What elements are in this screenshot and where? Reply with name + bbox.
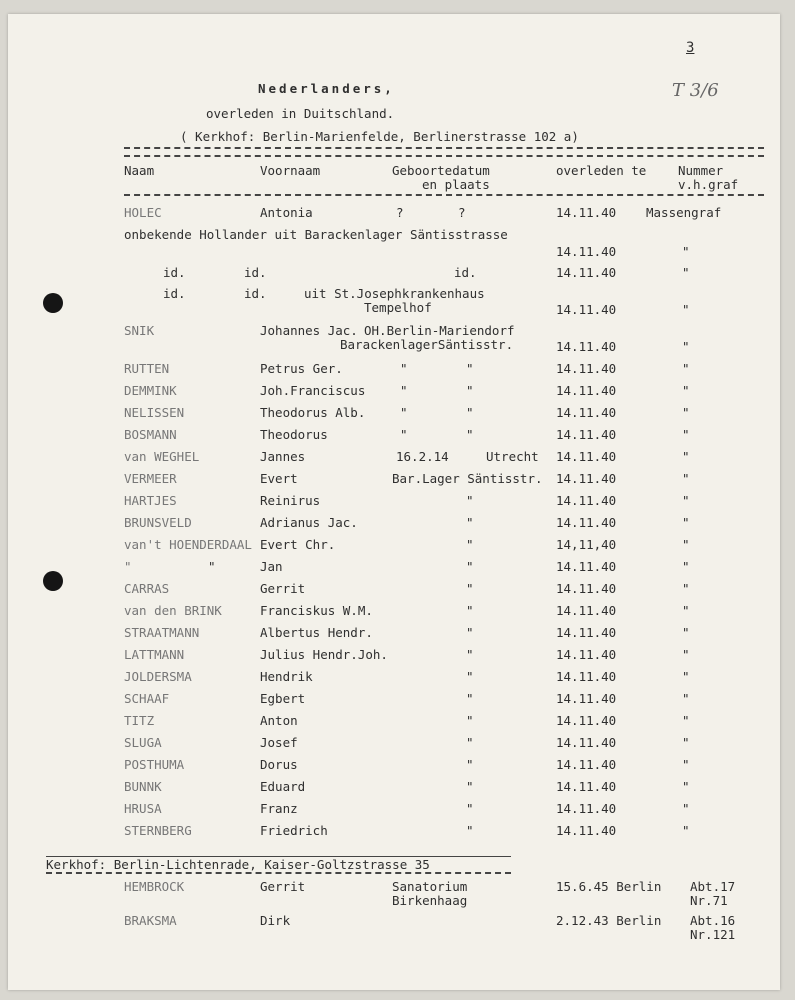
cell-plaats: " <box>466 801 474 816</box>
title-rule <box>124 147 764 149</box>
cell-voornaam: Evert <box>260 471 298 486</box>
cell-naam: van WEGHEL <box>124 449 200 464</box>
cell-overleden: 14.11.40 <box>556 449 617 464</box>
cell-plaats: " <box>466 537 474 552</box>
cell-overleden: 14.11.40 <box>556 801 617 816</box>
cell-overleden: 14.11.40 <box>556 779 617 794</box>
cell-plaats: " <box>466 493 474 508</box>
cell-graf: " <box>682 823 690 838</box>
cell-voornaam: Jan <box>260 559 283 574</box>
cell-graf: " <box>682 515 690 530</box>
cell-naam: HARTJES <box>124 493 177 508</box>
cell-overleden: 14.11.40 <box>556 515 617 530</box>
title-line1: Nederlanders, <box>258 81 395 96</box>
cell-graf: " <box>682 779 690 794</box>
cell-naam: SLUGA <box>124 735 162 750</box>
cell-overleden: 14.11.40 <box>556 603 617 618</box>
cell-graf: " <box>682 603 690 618</box>
cell-voornaam: Josef <box>260 735 298 750</box>
cell-overleden: 14.11.40 <box>556 427 617 442</box>
cell-naam: BOSMANN <box>124 427 177 442</box>
cell-naam: CARRAS <box>124 581 170 596</box>
cell-overleden: 14.11.40 <box>556 361 617 376</box>
cell-naam: LATTMANN <box>124 647 185 662</box>
cell-plaats: " <box>466 515 474 530</box>
cell-naam: TITZ <box>124 713 155 728</box>
cell-naam: JOLDERSMA <box>124 669 192 684</box>
section2-underline <box>46 872 511 874</box>
cell-plaats: " <box>466 823 474 838</box>
col-voornaam: Voornaam <box>260 163 321 178</box>
handwritten-stamp: T 3/6 <box>672 80 719 101</box>
cell-overleden: 14.11.40 <box>556 559 617 574</box>
cell-naam: STRAATMANN <box>124 625 200 640</box>
cell-naam: VERMEER <box>124 471 177 486</box>
cell-voornaam: Eduard <box>260 779 306 794</box>
cell-overleden: 14.11.40 <box>556 625 617 640</box>
header-rule <box>124 194 764 196</box>
cell-plaats: " <box>466 779 474 794</box>
cell-plaats: " <box>466 691 474 706</box>
cell-overleden: 14.11.40 <box>556 669 617 684</box>
cell-voornaam: Theodorus Alb. <box>260 405 366 420</box>
title-line2: overleden in Duitschland. <box>206 106 395 121</box>
cell-overleden: 14.11.40 <box>556 471 617 486</box>
cell-voornaam: Franz <box>260 801 298 816</box>
cell-voornaam: Evert Chr. <box>260 537 336 552</box>
cell-plaats: " <box>466 603 474 618</box>
cell-graf: " <box>682 493 690 508</box>
cell-plaats: " <box>466 647 474 662</box>
col-nummer-2: v.h.graf <box>678 177 739 192</box>
cell-plaats: " <box>466 361 474 376</box>
cell-graf: " <box>682 559 690 574</box>
cell-naam: van den BRINK <box>124 603 222 618</box>
cell-graf: " <box>682 383 690 398</box>
cell-naam: SCHAAF <box>124 691 170 706</box>
cell-plaats: Bar.Lager Säntisstr. <box>392 471 543 486</box>
cell-graf: " <box>682 647 690 662</box>
cell-voornaam: Hendrik <box>260 669 313 684</box>
cell-datum: " <box>400 427 408 442</box>
punch-hole-bottom <box>43 571 63 591</box>
cell-graf: " <box>682 625 690 640</box>
cell-naam: BUNNK <box>124 779 162 794</box>
cell-plaats: " <box>466 427 474 442</box>
cell-overleden: 14.11.40 <box>556 735 617 750</box>
cell-graf: " <box>682 537 690 552</box>
cell-voornaam: Adrianus Jac. <box>260 515 358 530</box>
cell-naam: RUTTEN <box>124 361 170 376</box>
cell-datum: " <box>400 361 408 376</box>
cell-voornaam: Jannes <box>260 449 306 464</box>
cell-voornaam: Friedrich <box>260 823 328 838</box>
cell-overleden: 14.11.40 <box>556 691 617 706</box>
cell-naam: van't HOENDERDAAL <box>124 537 252 552</box>
cell-plaats: " <box>466 669 474 684</box>
col-geboorte: Geboortedatum <box>392 163 490 178</box>
page-number: 3 <box>686 40 695 56</box>
cell-naam: POSTHUMA <box>124 757 185 772</box>
cell-plaats: " <box>466 405 474 420</box>
cell-plaats: " <box>466 757 474 772</box>
cell-voornaam: Dorus <box>260 757 298 772</box>
cell-datum: " <box>400 383 408 398</box>
cell-graf: " <box>682 735 690 750</box>
cell-overleden: 14,11,40 <box>556 537 617 552</box>
cell-overleden: 14.11.40 <box>556 383 617 398</box>
cell-voornaam: Theodorus <box>260 427 328 442</box>
cell-plaats: " <box>466 735 474 750</box>
cell-overleden: 14.11.40 <box>556 823 617 838</box>
col-overleden: overleden te <box>556 163 647 178</box>
cell-voornaam: Joh.Franciscus <box>260 383 366 398</box>
col-naam: Naam <box>124 163 155 178</box>
cell-naam: NELISSEN <box>124 405 185 420</box>
cell-graf: " <box>682 669 690 684</box>
cell-graf: " <box>682 471 690 486</box>
section2-heading: Kerkhof: Berlin-Lichtenrade, Kaiser-Goltzstrasse 35 <box>46 857 430 872</box>
cell-graf: " <box>682 691 690 706</box>
cell-graf: " <box>682 405 690 420</box>
cell-plaats: " <box>466 581 474 596</box>
cell-overleden: 14.11.40 <box>556 493 617 508</box>
cell-plaats: " <box>466 383 474 398</box>
cell-voornaam: Egbert <box>260 691 306 706</box>
cell-overleden: 14.11.40 <box>556 647 617 662</box>
cell-plaats: " <box>466 713 474 728</box>
cell-graf: " <box>682 361 690 376</box>
cell-overleden: 14.11.40 <box>556 713 617 728</box>
document-page: 3 T 3/6 Nederlanders, overleden in Duitschland. ( Kerkhof: Berlin-Marienfelde, Berlinerstrasse 102 a) Naam Voornaam Geboortedatum en plaats overleden te Nummer v.h.graf HOLEC Antonia ? ? 14.11.40 Massengraf onbekende Hollander uit Barackenlager Säntisstrasse 14.11.40 " id. id. id. 14.11.40 " id. id. uit St.Josephkrankenhaus Tempelhof 14.11.40 " SNIK Johannes Jac. OH.Berlin-Mariendorf BarackenlagerSäntisstr. 14.11.40 " RUTTEN Petrus Ger. " " 14.11.40 " DEMMINK Joh.Franciscus " " 14.11.40 " NELISSEN Theodorus Alb. " " 14.11.40 " BOSMANN Theodorus " " 14.11.40 " van WEGHEL Jannes 16.2.14 Utrecht 14.11.40 " VERMEER Evert Bar.Lager Säntisstr. 14.11.40 " HARTJES Reinirus " 14.11.40 " BRUNSVELD Adrianus Jac. " 14.11.40 " van't HOENDERDAAL Evert Chr. " 14,11,40 " " " Jan " 14.11.40 " CARRAS Gerrit " 14.11.40 " van den BRINK Franciskus W.M. " 14.11.40 " STRAATMANN Albertus Hendr. " 14.11.40 " LATTMANN Julius Hendr.Joh. " 14.11.40 " JOLDERSMA Hendrik " 14.11.40 " SCHAAF Egbert " 14.11.40 " TITZ Anton " 14.11.40 " SLUGA Josef " 14.11.40 " POSTHUMA Dorus " 14.11.40 " BUNNK Eduard " 14.11.40 " HRUSA Franz " 14.11.40 " STERNBERG Friedrich " 14.11.40 " Kerkhof: Berlin-Lichtenrade, Kaiser-Goltzstrasse 35 HEMBROCK Gerrit Sanatorium Birkenhaag 15.6.45 Berlin Abt.17 Nr.71 BRAKSMA Dirk 2.12.43 Berlin Abt.16 Nr.121 <box>8 14 780 990</box>
cell-naam: STERNBERG <box>124 823 192 838</box>
cell-naam: HRUSA <box>124 801 162 816</box>
cell-overleden: 14.11.40 <box>556 405 617 420</box>
cell-naam: BRUNSVELD <box>124 515 192 530</box>
cell-plaats: Utrecht <box>486 449 539 464</box>
col-nummer: Nummer <box>678 163 724 178</box>
cell-overleden: 14.11.40 <box>556 757 617 772</box>
cell-datum: " <box>400 405 408 420</box>
cell-naam: DEMMINK <box>124 383 177 398</box>
col-geboorte-2: en plaats <box>422 177 490 192</box>
cell-graf: " <box>682 801 690 816</box>
cell-datum: 16.2.14 <box>396 449 449 464</box>
cell-voornaam: Petrus Ger. <box>260 361 343 376</box>
cell-voornaam: Gerrit <box>260 581 306 596</box>
cell-naam: " <box>124 559 132 574</box>
title-rule-2 <box>124 155 764 157</box>
cell-voornaam: Franciskus W.M. <box>260 603 373 618</box>
punch-hole-top <box>43 293 63 313</box>
cell-graf: " <box>682 449 690 464</box>
cell-naam2: " <box>208 559 216 574</box>
cell-plaats: " <box>466 559 474 574</box>
title-line3: ( Kerkhof: Berlin-Marienfelde, Berlinerstrasse 102 a) <box>180 129 579 144</box>
cell-voornaam: Albertus Hendr. <box>260 625 373 640</box>
cell-voornaam: Anton <box>260 713 298 728</box>
cell-graf: " <box>682 581 690 596</box>
cell-plaats: " <box>466 625 474 640</box>
cell-graf: " <box>682 713 690 728</box>
cell-overleden: 14.11.40 <box>556 581 617 596</box>
cell-graf: " <box>682 427 690 442</box>
cell-voornaam: Reinirus <box>260 493 321 508</box>
cell-voornaam: Julius Hendr.Joh. <box>260 647 388 662</box>
cell-graf: " <box>682 757 690 772</box>
